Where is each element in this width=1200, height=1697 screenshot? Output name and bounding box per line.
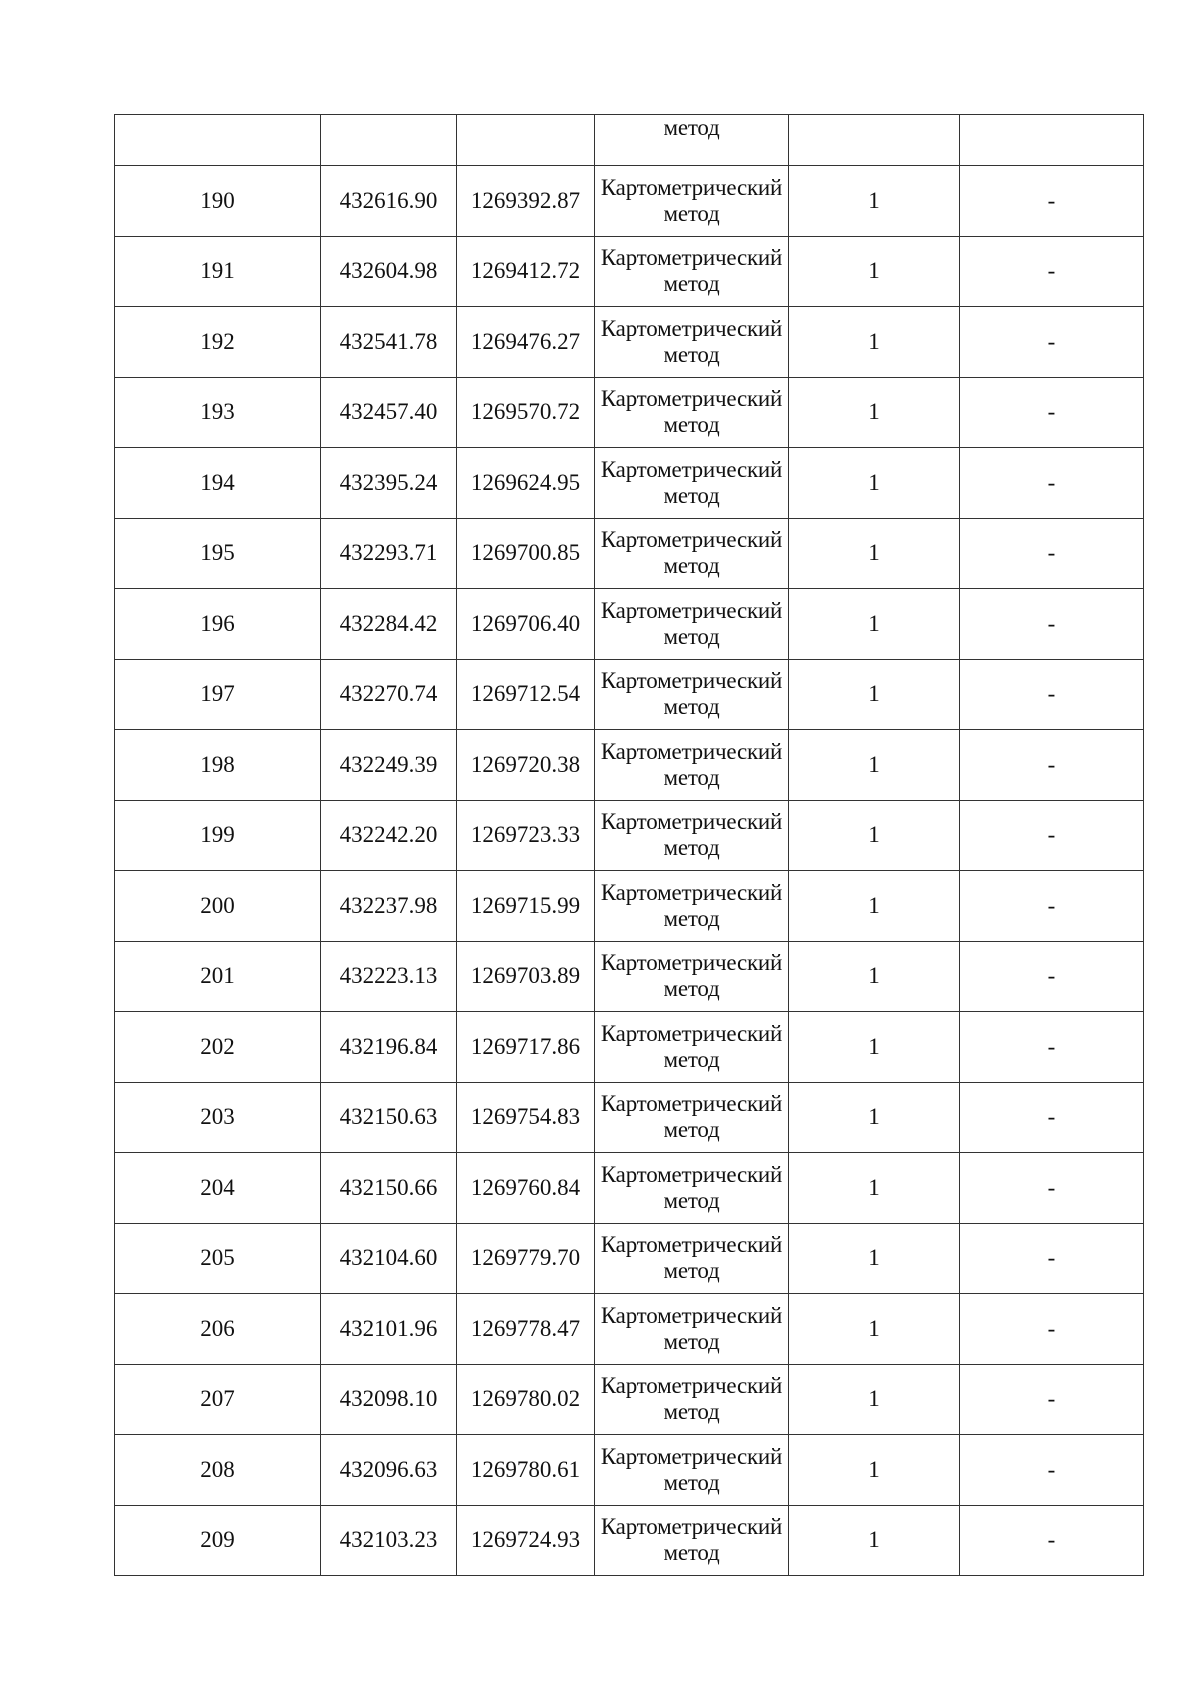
point-cell <box>115 115 321 166</box>
method-cell <box>595 307 789 378</box>
table-row <box>115 1153 1144 1224</box>
x-coordinate-cell: 432293.71 <box>321 518 457 589</box>
method-cell <box>595 730 789 801</box>
table-row <box>115 518 1144 589</box>
method-text-line1: Картометрический <box>600 174 783 200</box>
method-cell <box>595 800 789 871</box>
note-cell: - <box>960 730 1144 801</box>
method-cell <box>595 1153 789 1224</box>
accuracy-cell: 1 <box>789 871 960 942</box>
note-cell: - <box>960 1505 1144 1576</box>
y-coordinate-cell: 1269712.54 <box>457 659 595 730</box>
method-text-line1: Картометрический <box>600 386 783 412</box>
method-cell <box>595 518 789 589</box>
method-text-line2: метод <box>663 200 720 226</box>
accuracy-cell: 1 <box>789 659 960 730</box>
method-text-line2: метод <box>663 764 720 790</box>
table-row <box>115 377 1144 448</box>
table-body <box>115 115 1144 1576</box>
y-coordinate-cell: 1269392.87 <box>457 166 595 237</box>
method-text-line1: Картометрический <box>600 1373 783 1399</box>
point-cell: 192 <box>115 307 321 378</box>
method-text-line2: метод <box>663 115 720 140</box>
x-coordinate-cell: 432101.96 <box>321 1294 457 1365</box>
x-coordinate-cell: 432457.40 <box>321 377 457 448</box>
point-cell: 193 <box>115 377 321 448</box>
x-coordinate-cell: 432096.63 <box>321 1435 457 1506</box>
table-row <box>115 236 1144 307</box>
method-text-line1: Картометрический <box>600 456 783 482</box>
y-coordinate-cell: 1269723.33 <box>457 800 595 871</box>
method-text-line1: Картометрический <box>600 879 783 905</box>
y-coordinate-cell <box>457 115 595 166</box>
table-row <box>115 941 1144 1012</box>
accuracy-cell <box>789 115 960 166</box>
method-text-line2: метод <box>663 553 720 579</box>
method-text-line2: метод <box>663 623 720 649</box>
point-cell: 202 <box>115 1012 321 1083</box>
point-cell: 195 <box>115 518 321 589</box>
accuracy-cell: 1 <box>789 730 960 801</box>
method-text-line2: метод <box>663 905 720 931</box>
point-cell: 201 <box>115 941 321 1012</box>
note-cell <box>960 115 1144 166</box>
point-cell: 205 <box>115 1223 321 1294</box>
accuracy-cell: 1 <box>789 307 960 378</box>
table-row <box>115 659 1144 730</box>
y-coordinate-cell: 1269720.38 <box>457 730 595 801</box>
accuracy-cell: 1 <box>789 1294 960 1365</box>
method-text-line1: Картометрический <box>600 1020 783 1046</box>
y-coordinate-cell: 1269706.40 <box>457 589 595 660</box>
method-cell <box>595 1223 789 1294</box>
method-text-line1: Картометрический <box>600 245 783 271</box>
accuracy-cell: 1 <box>789 1012 960 1083</box>
x-coordinate-cell <box>321 115 457 166</box>
y-coordinate-cell: 1269780.02 <box>457 1364 595 1435</box>
x-coordinate-cell: 432270.74 <box>321 659 457 730</box>
accuracy-cell: 1 <box>789 236 960 307</box>
method-text-line1: Картометрический <box>600 1161 783 1187</box>
y-coordinate-cell: 1269412.72 <box>457 236 595 307</box>
table-row <box>115 1364 1144 1435</box>
x-coordinate-cell: 432284.42 <box>321 589 457 660</box>
table-row <box>115 448 1144 519</box>
note-cell: - <box>960 1364 1144 1435</box>
method-cell <box>595 1435 789 1506</box>
note-cell: - <box>960 941 1144 1012</box>
y-coordinate-cell: 1269703.89 <box>457 941 595 1012</box>
method-text-line2: метод <box>663 1399 720 1425</box>
y-coordinate-cell: 1269780.61 <box>457 1435 595 1506</box>
y-coordinate-cell: 1269715.99 <box>457 871 595 942</box>
table-row <box>115 1505 1144 1576</box>
accuracy-cell: 1 <box>789 166 960 237</box>
method-cell <box>595 1012 789 1083</box>
x-coordinate-cell: 432150.63 <box>321 1082 457 1153</box>
point-cell: 203 <box>115 1082 321 1153</box>
y-coordinate-cell: 1269724.93 <box>457 1505 595 1576</box>
x-coordinate-cell: 432196.84 <box>321 1012 457 1083</box>
method-text-line2: метод <box>663 1540 720 1566</box>
y-coordinate-cell: 1269754.83 <box>457 1082 595 1153</box>
accuracy-cell: 1 <box>789 1364 960 1435</box>
method-text-line1: Картометрический <box>600 315 783 341</box>
note-cell: - <box>960 307 1144 378</box>
method-text-line2: метод <box>663 1258 720 1284</box>
y-coordinate-cell: 1269778.47 <box>457 1294 595 1365</box>
x-coordinate-cell: 432098.10 <box>321 1364 457 1435</box>
y-coordinate-cell: 1269700.85 <box>457 518 595 589</box>
method-text-line2: метод <box>663 1117 720 1143</box>
note-cell: - <box>960 1153 1144 1224</box>
method-cell <box>595 871 789 942</box>
note-cell: - <box>960 659 1144 730</box>
x-coordinate-cell: 432237.98 <box>321 871 457 942</box>
point-cell: 204 <box>115 1153 321 1224</box>
coordinates-table <box>114 114 1144 1576</box>
method-cell <box>595 236 789 307</box>
y-coordinate-cell: 1269570.72 <box>457 377 595 448</box>
y-coordinate-cell: 1269624.95 <box>457 448 595 519</box>
y-coordinate-cell: 1269717.86 <box>457 1012 595 1083</box>
point-cell: 198 <box>115 730 321 801</box>
x-coordinate-cell: 432242.20 <box>321 800 457 871</box>
note-cell: - <box>960 518 1144 589</box>
note-cell: - <box>960 800 1144 871</box>
x-coordinate-cell: 432150.66 <box>321 1153 457 1224</box>
method-cell <box>595 377 789 448</box>
table-row <box>115 1223 1144 1294</box>
point-cell: 190 <box>115 166 321 237</box>
point-cell: 197 <box>115 659 321 730</box>
x-coordinate-cell: 432541.78 <box>321 307 457 378</box>
method-text-line1: Картометрический <box>600 1232 783 1258</box>
method-cell <box>595 166 789 237</box>
note-cell: - <box>960 236 1144 307</box>
method-text-line1: Картометрический <box>600 668 783 694</box>
accuracy-cell: 1 <box>789 941 960 1012</box>
point-cell: 206 <box>115 1294 321 1365</box>
note-cell: - <box>960 377 1144 448</box>
note-cell: - <box>960 1012 1144 1083</box>
method-text-line1: Картометрический <box>600 1091 783 1117</box>
method-cell <box>595 941 789 1012</box>
y-coordinate-cell: 1269476.27 <box>457 307 595 378</box>
point-cell: 208 <box>115 1435 321 1506</box>
x-coordinate-cell: 432395.24 <box>321 448 457 519</box>
table-row <box>115 800 1144 871</box>
method-text-line1: Картометрический <box>600 1443 783 1469</box>
y-coordinate-cell: 1269779.70 <box>457 1223 595 1294</box>
accuracy-cell: 1 <box>789 518 960 589</box>
point-cell: 209 <box>115 1505 321 1576</box>
note-cell: - <box>960 871 1144 942</box>
point-cell: 199 <box>115 800 321 871</box>
method-text-line2: метод <box>663 271 720 297</box>
method-cell <box>595 1364 789 1435</box>
point-cell: 191 <box>115 236 321 307</box>
x-coordinate-cell: 432616.90 <box>321 166 457 237</box>
method-text-line1: Картометрический <box>600 1514 783 1540</box>
method-text-line2: метод <box>663 1469 720 1495</box>
method-cell <box>595 115 789 166</box>
point-cell: 196 <box>115 589 321 660</box>
accuracy-cell: 1 <box>789 377 960 448</box>
method-cell <box>595 589 789 660</box>
accuracy-cell: 1 <box>789 1082 960 1153</box>
method-text-line2: метод <box>663 412 720 438</box>
note-cell: - <box>960 1223 1144 1294</box>
table-row-continuation <box>115 115 1144 166</box>
table-row <box>115 307 1144 378</box>
x-coordinate-cell: 432604.98 <box>321 236 457 307</box>
method-text-line2: метод <box>663 835 720 861</box>
method-text-line2: метод <box>663 482 720 508</box>
method-cell <box>595 659 789 730</box>
x-coordinate-cell: 432104.60 <box>321 1223 457 1294</box>
accuracy-cell: 1 <box>789 1505 960 1576</box>
x-coordinate-cell: 432249.39 <box>321 730 457 801</box>
note-cell: - <box>960 448 1144 519</box>
accuracy-cell: 1 <box>789 448 960 519</box>
note-cell: - <box>960 1082 1144 1153</box>
accuracy-cell: 1 <box>789 589 960 660</box>
note-cell: - <box>960 1294 1144 1365</box>
table-row <box>115 1294 1144 1365</box>
method-text-line2: метод <box>663 1187 720 1213</box>
method-text-line1: Картометрический <box>600 950 783 976</box>
point-cell: 194 <box>115 448 321 519</box>
method-text-line1: Картометрический <box>600 738 783 764</box>
table-row <box>115 1435 1144 1506</box>
accuracy-cell: 1 <box>789 800 960 871</box>
point-cell: 200 <box>115 871 321 942</box>
table-row <box>115 871 1144 942</box>
table-row <box>115 589 1144 660</box>
method-cell <box>595 1082 789 1153</box>
note-cell: - <box>960 589 1144 660</box>
x-coordinate-cell: 432223.13 <box>321 941 457 1012</box>
method-text-line1: Картометрический <box>600 527 783 553</box>
method-cell <box>595 1505 789 1576</box>
method-text-line1: Картометрический <box>600 597 783 623</box>
table-row <box>115 1012 1144 1083</box>
note-cell: - <box>960 166 1144 237</box>
y-coordinate-cell: 1269760.84 <box>457 1153 595 1224</box>
note-cell: - <box>960 1435 1144 1506</box>
accuracy-cell: 1 <box>789 1223 960 1294</box>
method-text-line2: метод <box>663 1046 720 1072</box>
method-cell <box>595 1294 789 1365</box>
table-row <box>115 166 1144 237</box>
method-text-line2: метод <box>663 976 720 1002</box>
accuracy-cell: 1 <box>789 1435 960 1506</box>
point-cell: 207 <box>115 1364 321 1435</box>
x-coordinate-cell: 432103.23 <box>321 1505 457 1576</box>
method-text-line1: Картометрический <box>600 809 783 835</box>
method-text-line2: метод <box>663 341 720 367</box>
method-text-line2: метод <box>663 694 720 720</box>
table-row <box>115 1082 1144 1153</box>
method-text-line2: метод <box>663 1328 720 1354</box>
accuracy-cell: 1 <box>789 1153 960 1224</box>
method-cell <box>595 448 789 519</box>
table-row <box>115 730 1144 801</box>
method-text-line1: Картометрический <box>600 1302 783 1328</box>
